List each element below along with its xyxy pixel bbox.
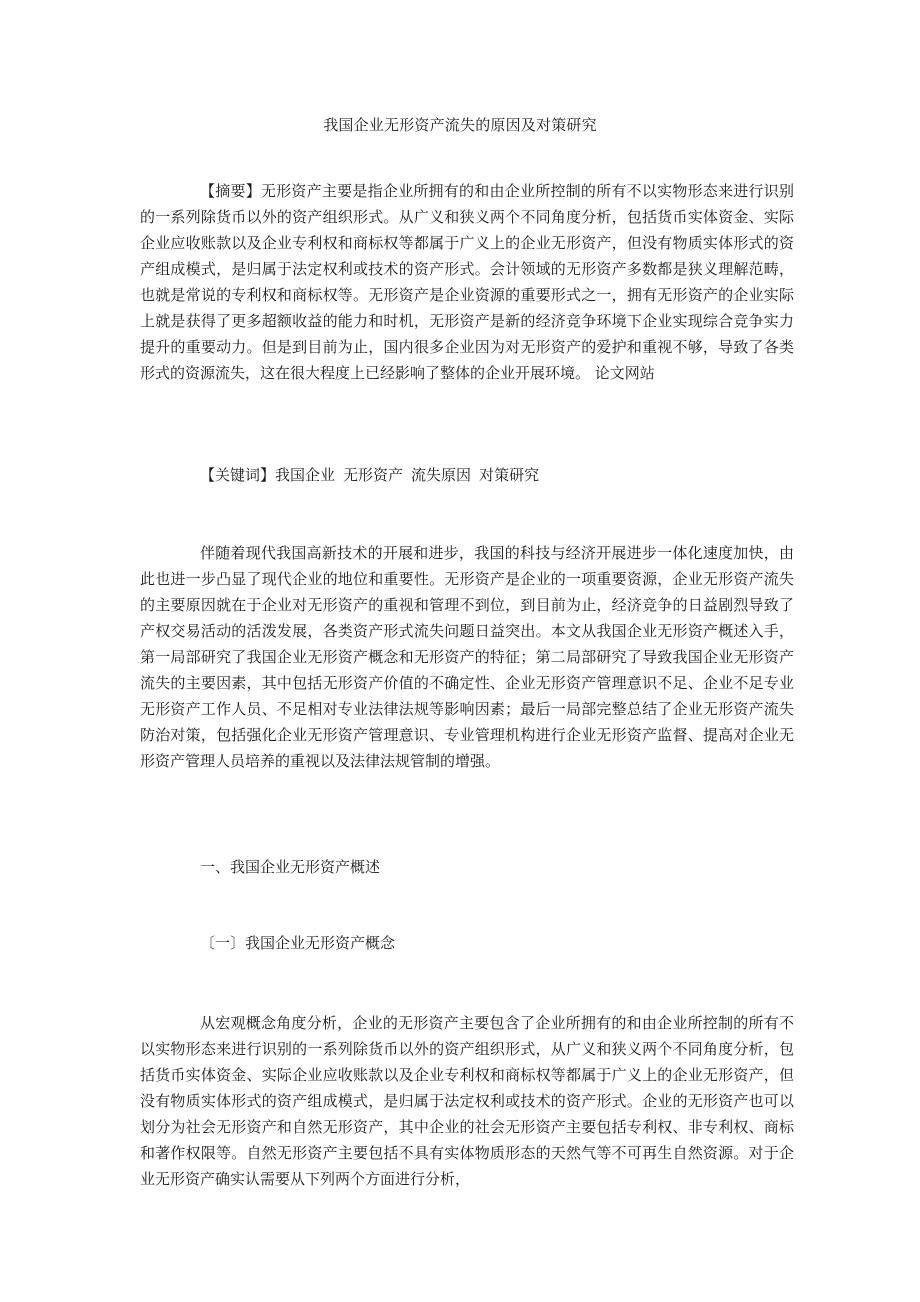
keyword-term: 我国企业 [275,466,336,484]
document-title: 我国企业无形资产流失的原因及对策研究 [323,116,597,134]
abstract-text: 无形资产主要是指企业所拥有的和由企业所控制的所有不以实物形态来进行识别的一系列除货币以外的资产组织形式。从广义和狭义两个不同角度分析，包括货币实体资金、实际企业应收账款以及企业专利权和商标权等都属于广义上的企业无形资产，但没有物质实体形式的资产组成模式，是归属于法定权利或技术的资产形式。会计领域的无形资产多数都是狭义理解范畴，也就是常说的专利权和商标权等。无形资产是企业资源的重要形式之一，拥有无形资产的企业实际上就是获得了更多超额收益的能力和时机，无形资产是新的经济竞争环境下企业实现综合竞争实力提升的重要动力。但是到目前为止，国内很多企业因为对无形资产的爱护和重视不够，导致了各类形式的资源流失，这在很大程度上已经影响了整体的企业开展环境。 论文网站 [140,182,794,382]
concept-paragraph: 从宏观概念角度分析，企业的无形资产主要包含了企业所拥有的和由企业所控制的所有不以实物形态来进行识别的一系列除货币以外的资产组织形式，从广义和狭义两个不同角度分析，包括货币实体资金、实际企业应收账款以及企业专利权和商标权等都属于广义上的企业无形资产，但没有物质实体形式的资产组成模式，是归属于法定权利或技术的资产形式。企业的无形资产也可以划分为社会无形资产和自然无形资产，其中企业的社会无形资产主要包括专利权、非专利权、商标和著作权限等。自然无形资产主要包括不具有实体物质形态的天然气等不可再生自然资源。对于企业无形资产确实认需要从下列两个方面进行分析， [140,1014,794,1188]
keywords-line [200,464,539,486]
keyword-term: 对策研究 [479,466,540,484]
subsection-heading: 〔一〕我国企业无形资产概念 [200,934,396,952]
section-heading: 一、我国企业无形资产概述 [200,858,381,876]
abstract-paragraph [140,178,794,386]
keyword-term: 流失原因 [411,466,472,484]
intro-paragraph: 伴随着现代我国高新技术的开展和进步，我国的科技与经济开展进步一体化速度加快，由此也进一步凸显了现代企业的地位和重要性。无形资产是企业的一项重要资源，企业无形资产流失的主要原因就在于企业对无形资产的重视和管理不到位，到目前为止，经济竞争的日益剧烈导致了产权交易活动的活泼发展，各类资产形式流失问题日益突出。本文从我国企业无形资产概述入手，第一局部研究了我国企业无形资产概念和无形资产的特征；第二局部研究了导致我国企业无形资产流失的主要因素，其中包括无形资产价值的不确定性、企业无形资产管理意识不足、企业不足专业无形资产工作人员、不足相对专业法律法规等影响因素；最后一局部完整总结了企业无形资产流失防治对策，包括强化企业无形资产管理意识、专业管理机构进行企业无形资产监督、提高对企业无形资产管理人员培养的重视以及法律法规管制的增强。 [140,544,794,770]
abstract-label: 【摘要】 [200,182,261,200]
keywords-label: 【关键词】 [200,466,276,484]
keyword-term: 无形资产 [343,466,404,484]
